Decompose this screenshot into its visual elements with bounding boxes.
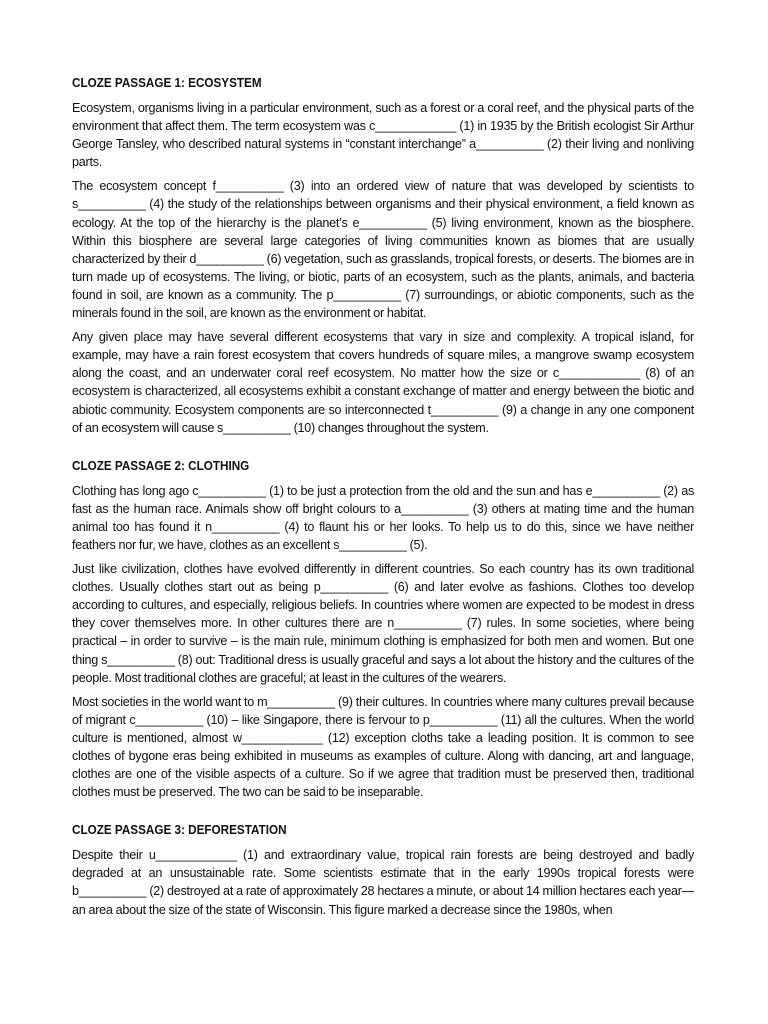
paragraph: Ecosystem, organisms living in a particular environment, such as a forest or a coral reef, and the physical parts of the environment that affect them. The term ecosystem was c____________ (1) in 1935 by the British ecologist Sir Arthur George Tansley, who described natural systems in “constant interchange” a__________ (2) their living and nonliving parts. (72, 101, 694, 170)
cloze-passage-2 (72, 457, 694, 802)
paragraph: Just like civilization, clothes have evolved differently in different countries. So each country has its own traditional clothes. Usually clothes start out as being p__________ (6) and later evolve as fashions. Clothes too develop according to cultures, and especially, religious beliefs. In countries where women are expected to be modest in dress they cover themselves more. In other cultures there are n__________ (7) rules. In some societies, where being practical – in order to survive – is the main rule, minimum clothing is emphasized for both men and women. But one thing s__________ (8) out: Traditional dress is usually graceful and says a lot about the history and the cultures of the people. Most traditional clothes are graceful; at least in the cultures of the wearers. (72, 562, 694, 685)
section-heading: CLOZE PASSAGE 2: CLOTHING (72, 457, 250, 473)
section-spacer (72, 807, 694, 821)
section-heading: CLOZE PASSAGE 3: DEFORESTATION (72, 822, 287, 838)
section-heading: CLOZE PASSAGE 1: ECOSYSTEM (72, 75, 262, 90)
document-page (72, 74, 694, 925)
paragraph: Despite their u____________ (1) and extraordinary value, tropical rain forests are being destroyed and badly degraded at an unsustainable rate. Some scientists estimate that in the early 1990s tropical forests were b__________ (2) destroyed at a rate of approximately 28 hectares a minute, or about 14 million hectares each year—an area about the size of the state of Wisconsin. This figure marked a decrease since the 1980s, when (72, 848, 694, 917)
cloze-passage-1 (72, 74, 694, 437)
paragraph: The ecosystem concept f__________ (3) into an ordered view of nature that was developed by scientists to s__________ (4) the study of the relationships between organisms and their physical environment, a field known as ecology. At the top of the hierarchy is the planet’s e__________ (5) living environment, known as the biosphere. Within this biosphere are several large categories of living communities known as biomes that are usually characterized by their d__________ (6) vegetation, such as grasslands, tropical forests, or deserts. The biomes are in turn made up of ecosystems. The living, or biotic, parts of an ecosystem, such as the plants, animals, and bacteria found in soil, are known as a community. The p__________ (7) surroundings, or abiotic components, such as the minerals found in the soil, are known as the environment or habitat. (72, 179, 694, 321)
paragraph: Most societies in the world want to m__________ (9) their cultures. In countries where many cultures prevail because of migrant c__________ (10) – like Singapore, there is fervour to p__________ (11) all the cultures. When the world culture is mentioned, almost w____________ (12) exception cloths take a leading position. It is common to see clothes of bygone eras being exhibited in museums as examples of culture. Along with dancing, art and language, clothes are one of the visible aspects of a culture. So if we agree that tradition must be preserved then, traditional clothes must be preserved. The two can be said to be inseparable. (72, 694, 694, 800)
section-spacer (72, 443, 694, 457)
paragraph: Any given place may have several different ecosystems that vary in size and complexity. A tropical island, for example, may have a rain forest ecosystem that covers hundreds of square miles, a mangrove swamp ecosystem along the coast, and an underwater coral reef ecosystem. No matter how the size or c____________ (8) of an ecosystem is characterized, all ecosystems exhibit a constant exchange of matter and energy between the biotic and abiotic community. Ecosystem components are so interconnected t__________ (9) a change in any one component of an ecosystem will cause s__________ (10) changes throughout the system. (72, 330, 694, 435)
paragraph: Clothing has long ago c__________ (1) to be just a protection from the old and the sun and has e__________ (2) as fast as the human race. Animals show off bright colours to a__________ (3) others at mating time and the human animal too has found it n__________ (4) to flaunt his or her looks. To help us to do this, since we have neither feathers nor fur, we have, clothes as an excellent s__________ (5). (72, 483, 694, 552)
cloze-passage-3 (72, 821, 694, 918)
